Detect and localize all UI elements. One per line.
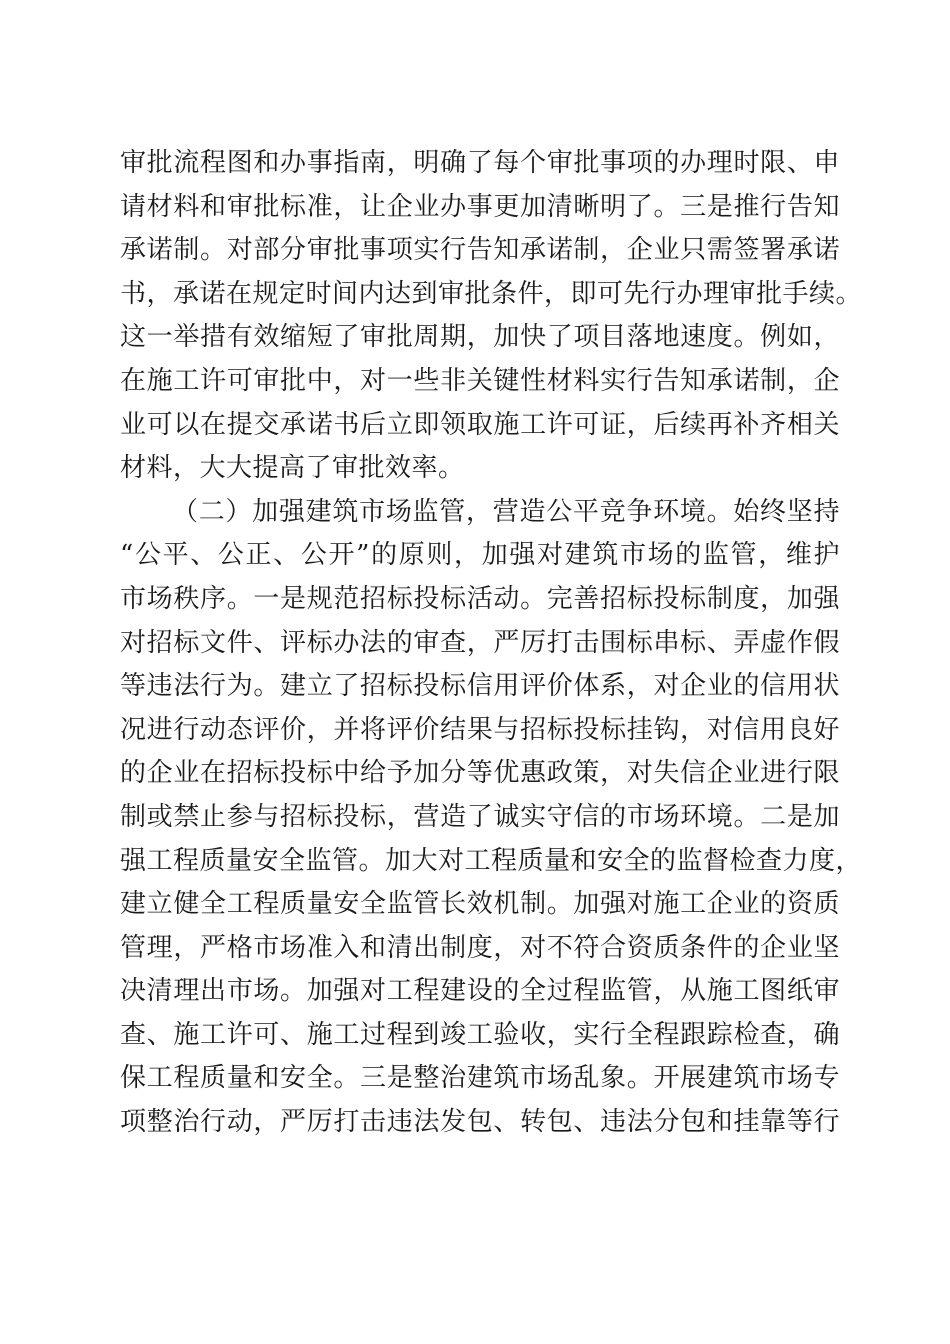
text-line-14: 况进行动态评价，并将评价结果与招标投标挂钩，对信用良好 [120,714,840,745]
text-line-6: 在施工许可审批中，对一些非关键性材料实行告知承诺制，企 [120,365,840,396]
text-line-8: 材料，大大提高了审批效率。 [120,453,465,484]
text-line-2: 请材料和审批标准，让企业办事更加清晰明了。三是推行告知 [120,191,840,222]
text-line-12: 对招标文件、评标办法的审查，严厉打击围标串标、弄虚作假 [120,627,840,658]
section-heading-line: （二）加强建筑市场监管，营造公平竞争环境。始终坚持 [172,496,840,527]
text-line-10: “公平、公正、公开”的原则，加强对建筑市场的监管，维护 [120,540,840,571]
text-line-20: 决清理出市场。加强对工程建设的全过程监管，从施工图纸审 [120,976,840,1007]
text-line-21: 查、施工许可、施工过程到竣工验收，实行全程跟踪检查，确 [120,1019,840,1050]
text-line-3: 承诺制。对部分审批事项实行告知承诺制，企业只需签署承诺 [120,235,840,266]
text-line-22: 保工程质量和安全。三是整治建筑市场乱象。开展建筑市场专 [120,1063,840,1094]
text-line-1: 审批流程图和办事指南，明确了每个审批事项的办理时限、申 [120,148,840,178]
text-line-19: 管理，严格市场准入和清出制度，对不符合资质条件的企业坚 [120,932,840,963]
text-line-11: 市场秩序。一是规范招标投标活动。完善招标投标制度，加强 [120,583,840,614]
body-text [120,142,863,1145]
text-line-5: 这一举措有效缩短了审批周期，加快了项目落地速度。例如， [120,322,840,353]
text-line-17: 强工程质量安全监管。加大对工程质量和安全的监督检查力度， [120,845,863,876]
text-line-23: 项整治行动，严厉打击违法发包、转包、违法分包和挂靠等行 [120,1107,840,1138]
text-line-7: 业可以在提交承诺书后立即领取施工许可证，后续再补齐相关 [120,409,840,440]
text-line-13: 等违法行为。建立了招标投标信用评价体系，对企业的信用状 [120,671,840,702]
text-line-16: 制或禁止参与招标投标，营造了诚实守信的市场环境。二是加 [120,801,840,832]
text-line-4: 书，承诺在规定时间内达到审批条件，即可先行办理审批手续。 [120,278,863,309]
text-line-15: 的企业在招标投标中给予加分等优惠政策，对失信企业进行限 [120,758,840,789]
text-line-18: 建立健全工程质量安全监管长效机制。加强对施工企业的资质 [120,889,840,920]
